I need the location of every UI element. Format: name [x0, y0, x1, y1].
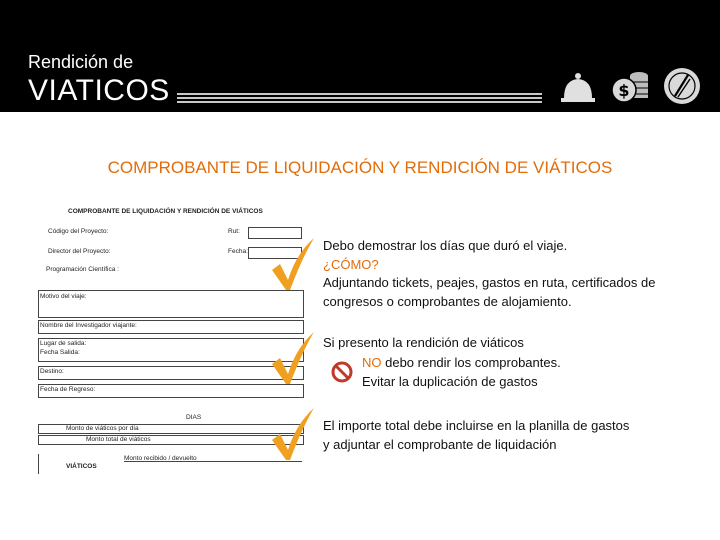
form-destination-box — [38, 366, 304, 380]
check-icon — [270, 406, 316, 462]
form-days: DIAS — [186, 414, 202, 421]
point1-question: ¿CÓMO? — [323, 257, 379, 272]
form-program: Programación Científica : — [46, 266, 119, 273]
page-title: COMPROBANTE DE LIQUIDACIÓN Y RENDICIÓN DE VIÁTICOS — [107, 158, 613, 177]
point3-line1: El importe total debe incluirse en la planilla de gastos — [323, 418, 630, 433]
svg-text:$: $ — [618, 81, 630, 100]
header-divider — [177, 93, 542, 103]
form-departure-place: Lugar de salida: — [40, 340, 87, 347]
header-title: VIATICOS — [28, 74, 170, 107]
form-destination: Destino: — [40, 368, 64, 375]
check-icon — [270, 330, 316, 386]
form-row2: Monto total de viáticos — [86, 436, 151, 443]
header-bar — [0, 0, 720, 112]
form-row2-box — [38, 435, 304, 445]
prohibited-icon — [330, 360, 354, 384]
bell-icon — [558, 66, 598, 106]
form-row3: Monto recibido / devuelto — [124, 455, 197, 462]
point2-line1: Si presento la rendición de viáticos — [323, 335, 524, 350]
liquidation-form-image — [36, 204, 306, 476]
form-director: Director del Proyecto: — [48, 248, 111, 255]
point2-line2-rest: debo rendir los comprobantes. — [381, 355, 561, 370]
header-icons — [558, 66, 703, 108]
point2-line3: Evitar la duplicación de gastos — [362, 374, 538, 389]
form-trip-reason: Motivo del viaje: — [40, 293, 87, 300]
money-icon — [610, 66, 650, 106]
form-rut: Rut: — [228, 228, 240, 235]
header-subtitle: Rendición de — [28, 52, 134, 72]
point1-line3: congresos o comprobantes de alojamiento. — [323, 294, 572, 309]
point2-line2 — [362, 353, 561, 372]
form-project-code: Código del Proyecto: — [48, 228, 109, 235]
check-icon — [270, 236, 316, 292]
point3-line2: y adjuntar el comprobante de liquidación — [323, 437, 557, 452]
form-left-border — [38, 454, 39, 474]
form-row1: Monto de viáticos por día — [66, 425, 139, 432]
form-departure-date: Fecha Salida: — [40, 349, 80, 356]
form-date: Fecha: — [228, 248, 248, 255]
dining-icon — [662, 66, 702, 106]
point2-no: NO — [362, 355, 382, 370]
form-researcher: Nombre del Investigador viajante: — [40, 322, 137, 329]
form-title: COMPROBANTE DE LIQUIDACIÓN Y RENDICIÓN DE VIÁTICOS — [68, 208, 263, 215]
point1-line1: Debo demostrar los días que duró el viaje. — [323, 238, 568, 253]
form-viaticos: VIÁTICOS — [66, 463, 97, 470]
point1-line2: Adjuntando tickets, peajes, gastos en ruta, certificados de — [323, 275, 656, 290]
form-return-date: Fecha de Regreso: — [40, 386, 96, 393]
